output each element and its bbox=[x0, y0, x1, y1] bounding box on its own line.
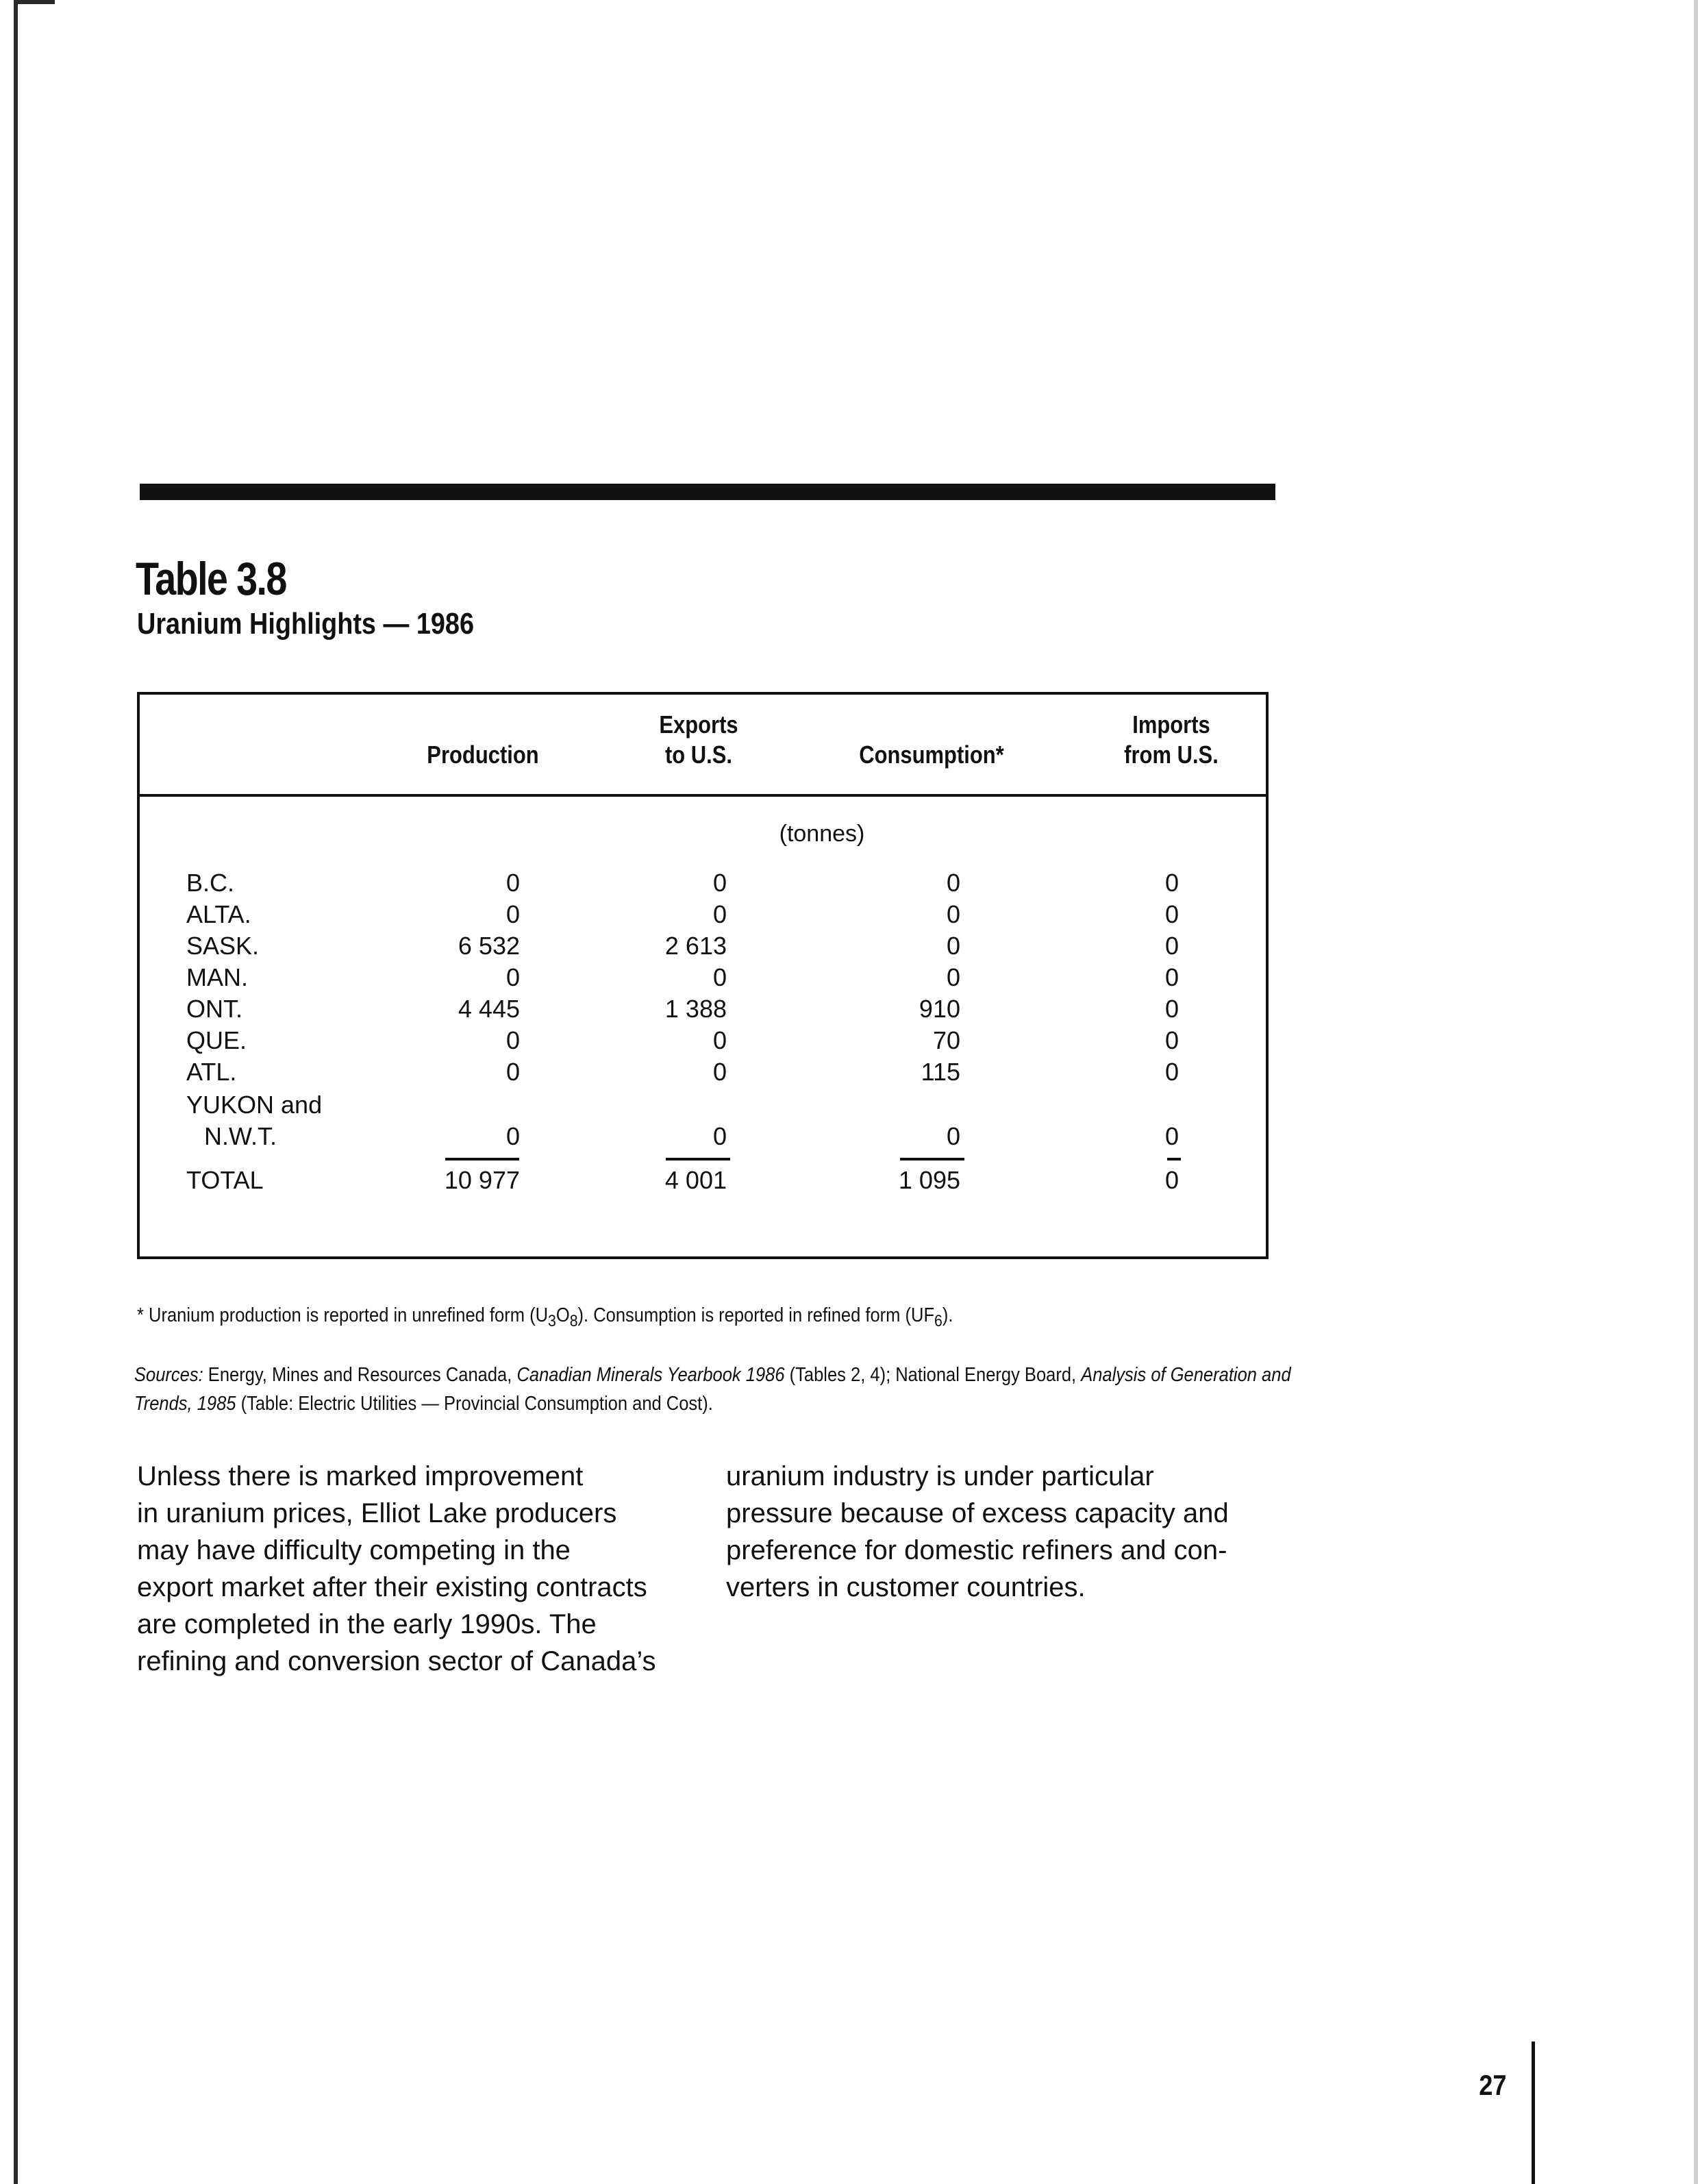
column-header-imports: Imports from U.S. bbox=[1124, 710, 1219, 769]
row-value: 0 bbox=[1164, 1026, 1179, 1054]
row-value: 0 bbox=[505, 869, 520, 897]
table-row bbox=[0, 932, 1698, 963]
table-number: Table 3.8 bbox=[136, 553, 286, 605]
row-value: 0 bbox=[1164, 1058, 1179, 1086]
row-value: 0 bbox=[946, 963, 960, 991]
row-value: 0 bbox=[712, 1122, 727, 1150]
row-label: TOTAL bbox=[186, 1166, 264, 1194]
row-label: N.W.T. bbox=[204, 1122, 277, 1150]
sources-text-3: (Table: Electric Utilities — Provincial Consumption and Cost). bbox=[236, 1393, 713, 1415]
row-value: 910 bbox=[919, 995, 960, 1023]
top-rule bbox=[140, 484, 1275, 500]
row-value: 4 001 bbox=[664, 1166, 727, 1194]
row-value: 0 bbox=[946, 869, 960, 897]
sum-rule-production bbox=[445, 1158, 519, 1161]
row-value: 4 445 bbox=[458, 995, 520, 1023]
row-label: B.C. bbox=[186, 869, 235, 897]
row-value: 0 bbox=[712, 1026, 727, 1054]
row-value: 0 bbox=[505, 963, 520, 991]
table-row bbox=[0, 1058, 1698, 1089]
footnote: * Uranium production is reported in unrefined form $(U_3O_8)$. Consumption is reported in refined form $(UF_6)$. bbox=[137, 1304, 953, 1330]
row-value: 6 532 bbox=[458, 932, 520, 960]
sources-italic-2: Analysis of Generation and Trends, 1985 bbox=[134, 1364, 1291, 1415]
row-value: 2 613 bbox=[664, 932, 727, 960]
column-header-production: Production bbox=[427, 741, 539, 769]
row-value: 0 bbox=[712, 900, 727, 928]
table-row bbox=[0, 1026, 1698, 1058]
row-value: 0 bbox=[505, 900, 520, 928]
body-text-right: uranium industry is under particular pressure because of excess capacity and preference for domestic refiners and con- verters in customer countries. bbox=[726, 1461, 1229, 1602]
row-value: 0 bbox=[1164, 1122, 1179, 1150]
body-text-left: Unless there is marked improvement in uranium prices, Elliot Lake producers may have difficulty competing in the export market after their existing contracts are completed in the early 1990s. The refining and conversion sector of Canada’s bbox=[137, 1461, 656, 1676]
row-label: QUE. bbox=[186, 1026, 247, 1054]
sum-rule-consumption bbox=[900, 1158, 964, 1161]
row-value: 0 bbox=[1164, 932, 1179, 960]
scan-edge-corner bbox=[14, 0, 55, 4]
row-value: 0 bbox=[1164, 1166, 1179, 1194]
row-label: ATL. bbox=[186, 1058, 237, 1086]
column-header-consumption: Consumption* bbox=[859, 741, 1004, 769]
row-value: 0 bbox=[505, 1058, 520, 1086]
table-row bbox=[0, 869, 1698, 900]
row-value: 0 bbox=[946, 900, 960, 928]
sum-rule-imports bbox=[1167, 1158, 1181, 1161]
row-value: 0 bbox=[946, 1122, 960, 1150]
row-label: YUKON and bbox=[186, 1091, 323, 1119]
row-value: 1 388 bbox=[664, 995, 727, 1023]
header-rule bbox=[137, 794, 1269, 797]
row-value: 1 095 bbox=[898, 1166, 960, 1194]
row-label: ONT. bbox=[186, 995, 243, 1023]
table-row bbox=[0, 1166, 1698, 1198]
row-value: 0 bbox=[1164, 963, 1179, 991]
table-row bbox=[0, 963, 1698, 995]
row-label: SASK. bbox=[186, 932, 260, 960]
row-value: 0 bbox=[505, 1122, 520, 1150]
row-value: 0 bbox=[1164, 900, 1179, 928]
units-label: (tonnes) bbox=[779, 821, 865, 847]
row-value: 0 bbox=[712, 869, 727, 897]
page-number: 27 bbox=[1479, 2069, 1507, 2101]
table-row bbox=[0, 1122, 1698, 1154]
sum-rule-exports bbox=[666, 1158, 730, 1161]
row-value: 0 bbox=[712, 963, 727, 991]
column-header-exports: Exports to U.S. bbox=[659, 710, 738, 769]
row-value: 0 bbox=[1164, 869, 1179, 897]
row-value: 0 bbox=[946, 932, 960, 960]
table-title: Uranium Highlights — 1986 bbox=[137, 607, 475, 641]
row-label: MAN. bbox=[186, 963, 248, 991]
row-value: 0 bbox=[1164, 995, 1179, 1023]
page-rule bbox=[1532, 2042, 1535, 2184]
row-value: 10 977 bbox=[444, 1166, 520, 1194]
row-value: 0 bbox=[505, 1026, 520, 1054]
sources-prefix: Sources: bbox=[134, 1364, 203, 1386]
row-value: 70 bbox=[932, 1026, 960, 1054]
row-value: 115 bbox=[921, 1058, 960, 1086]
table-row bbox=[0, 1091, 1698, 1122]
sources-text-2: (Tables 2, 4); National Energy Board, bbox=[784, 1364, 1082, 1386]
sources bbox=[134, 1361, 1352, 1418]
row-value: 0 bbox=[712, 1058, 727, 1086]
table-row bbox=[0, 900, 1698, 932]
row-label: ALTA. bbox=[186, 900, 251, 928]
table-row bbox=[0, 995, 1698, 1026]
sources-italic-1: Canadian Minerals Yearbook 1986 bbox=[516, 1364, 785, 1386]
sources-text-1: Energy, Mines and Resources Canada, bbox=[203, 1364, 517, 1386]
